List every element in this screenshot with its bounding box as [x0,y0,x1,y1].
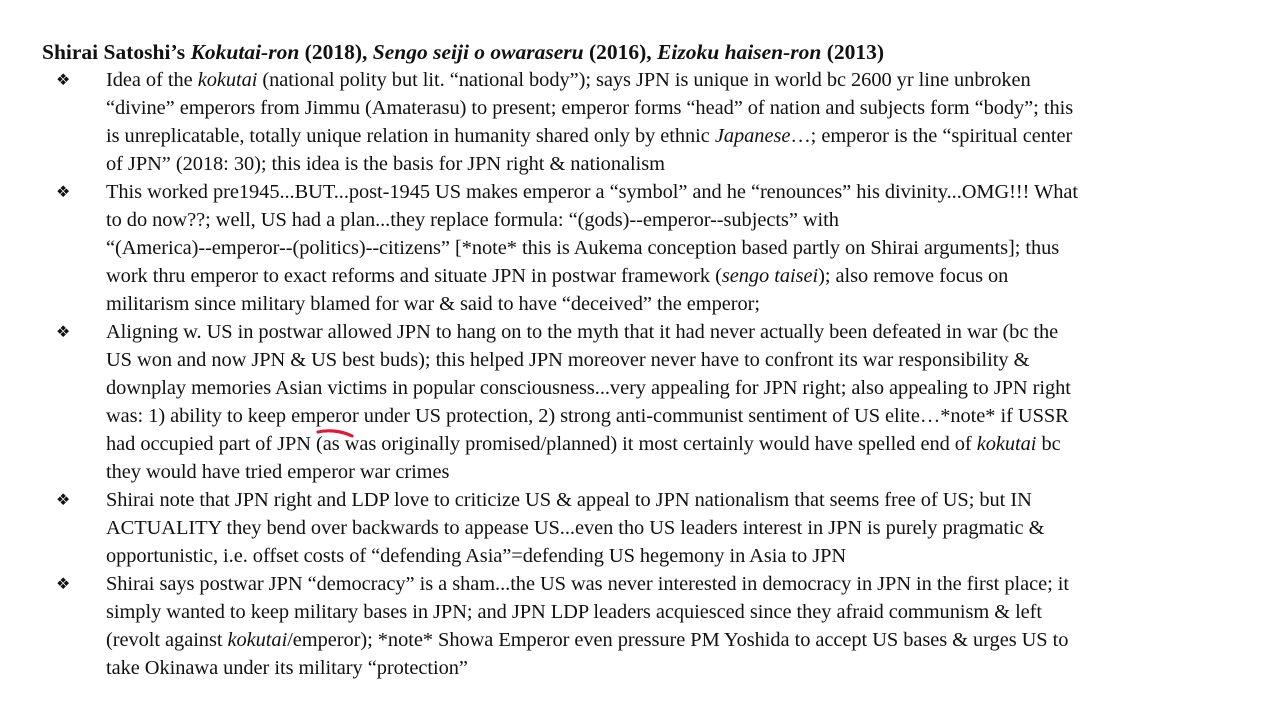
text-line: Aligning w. US in postwar allowed JPN to hang on to the myth that it had never actually been defeated in war (bc the [106,321,1059,343]
diamond-bullet-icon: ❖ [56,490,71,509]
diamond-bullet-icon: ❖ [56,574,71,593]
text-line [106,262,1232,290]
italic-term: sengo taisei [721,265,819,287]
text-line: Shirai note that JPN right and LDP love to criticize US & appeal to JPN nationalism that seems free of US; but IN [106,489,1032,511]
text-run: (revolt against [106,629,228,651]
text-line: to do now??; well, US had a plan...they replace formula: “(gods)--emperor--subjects” with [106,209,839,231]
italic-term: kokutai [227,629,288,651]
text-line: opportunistic, i.e. offset costs of “defending Asia”=defending US hegemony in Asia to JPN [106,545,847,567]
text-line: downplay memories Asian victims in popular consciousness...very appealing for JPN right; also appealing to JPN right [106,377,1071,399]
text-line: militarism since military blamed for war & said to have “deceived” the emperor; [106,293,760,315]
text-line: simply wanted to keep military bases in JPN; and JPN LDP leaders acquiesced since they afraid communism & left [106,601,1043,623]
heading-year-2018: (2018), [299,40,373,64]
text-line: ACTUALITY they bend over backwards to appease US...even tho US leaders interest in JPN is purely pragmatic & [106,517,1045,539]
text-run: had occupied part of JPN (as was originally promised/planned) it most certainly would have spelled end of [106,433,977,455]
text-run: work thru emperor to exact reforms and situate JPN in postwar framework ( [106,265,722,287]
text-line: US won and now JPN & US best buds); this helped JPN moreover never have to confront its war responsibility & [106,349,1030,371]
text-line: of JPN” (2018: 30); this idea is the basis for JPN right & nationalism [106,153,665,175]
heading-title-eizoku-haisen: Eizoku haisen-ron [657,40,822,64]
text-line: take Okinawa under its military “protection” [106,657,468,679]
bullet-democracy-sham [42,570,1232,682]
text-line [106,430,1232,458]
heading-year-2013: (2013) [821,40,885,64]
heading-title-sengo-seiji: Sengo seiji o owaraseru [372,40,584,64]
text-run: ); also remove focus on [818,265,1009,287]
text-run: bc [1036,433,1061,455]
heading-author: Shirai Satoshi’s [42,40,191,64]
italic-term: kokutai [197,69,258,91]
bullet-postwar-symbol [42,178,1232,318]
text-line [106,626,1232,654]
text-line: they would have tried emperor war crimes [106,461,450,483]
bullet-ldp-appease-us [42,486,1232,570]
italic-term: Japanese [714,125,791,147]
heading-year-2016: (2016), [583,40,658,64]
text-line: Shirai says postwar JPN “democracy” is a sham...the US was never interested in democracy in JPN in the first place; it [106,573,1069,595]
text-line [106,122,1232,150]
diamond-bullet-icon: ❖ [56,182,71,201]
diamond-bullet-icon: ❖ [56,322,71,341]
text-run: /emperor); *note* Showa Emperor even pressure PM Yoshida to accept US bases & urges US to [287,629,1069,651]
text-line: “(America)--emperor--(politics)--citizens” [*note* this is Aukema conception based partly on Shirai arguments]; thus [106,237,1060,259]
diamond-bullet-icon: ❖ [56,70,71,89]
text-run: Idea of the [106,69,198,91]
slide-heading [42,38,1232,66]
bullet-aligning-with-us [42,318,1232,486]
text-run: …; emperor is the “spiritual center [790,125,1073,147]
text-line: was: 1) ability to keep emperor under US protection, 2) strong anti-communist sentiment of US elite…*note* if USSR [106,405,1069,427]
text-run: (national polity but lit. “national body”); says JPN is unique in world bc 2600 yr line unbroken [257,69,1031,91]
text-line [106,66,1232,94]
bullet-kokutai-idea [42,66,1232,178]
text-line: “divine” emperors from Jimmu (Amaterasu) to present; emperor forms “head” of nation and subjects form “body”; this [106,97,1074,119]
heading-title-kokutai-ron: Kokutai-ron [190,40,300,64]
text-line: This worked pre1945...BUT...post-1945 US makes emperor a “symbol” and he “renounces” his divinity...OMG!!! What [106,181,1079,203]
bullet-list [42,66,1232,682]
italic-term: kokutai [976,433,1037,455]
text-run: is unreplicatable, totally unique relation in humanity shared only by ethnic [106,125,715,147]
slide [42,38,1232,682]
